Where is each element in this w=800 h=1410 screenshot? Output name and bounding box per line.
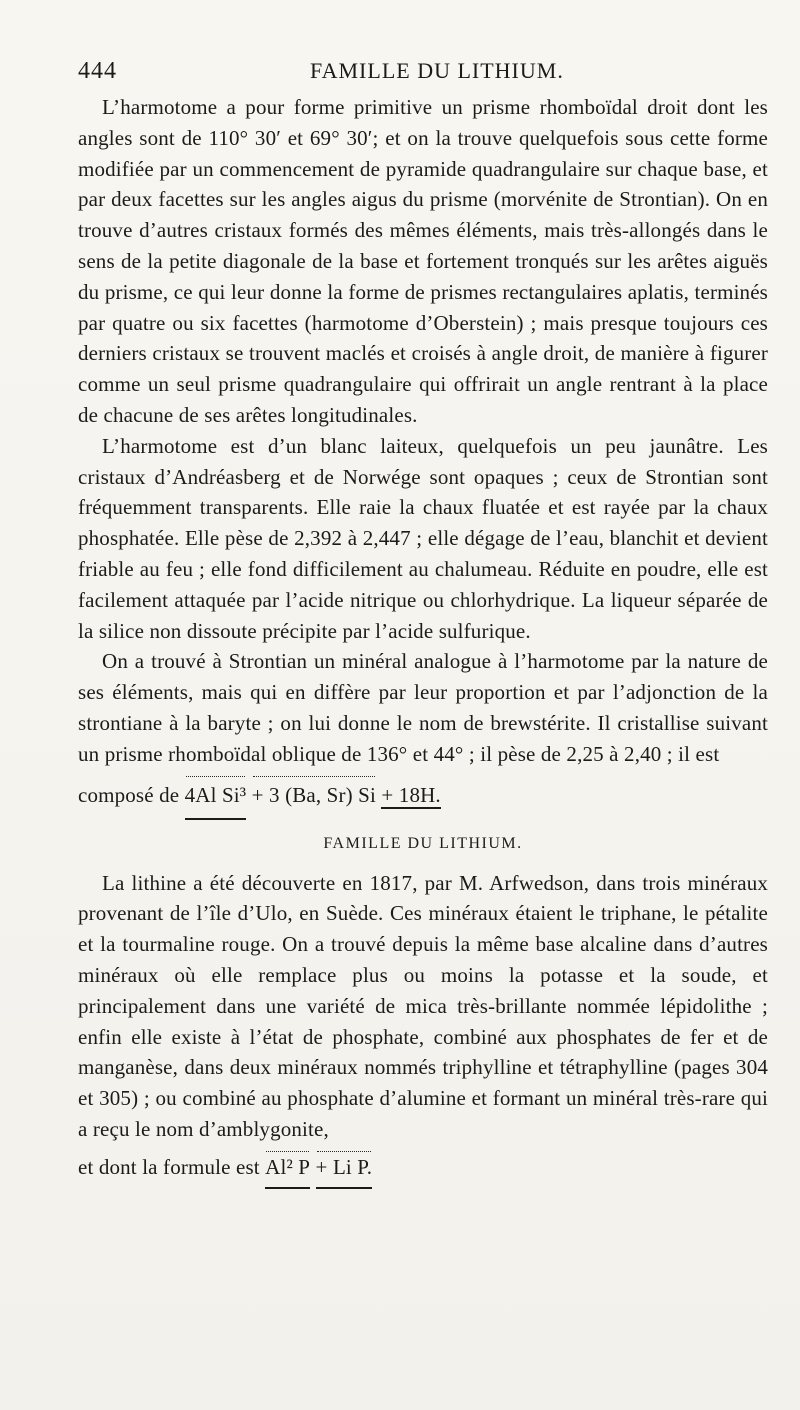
page-header <box>78 58 778 88</box>
running-title: FAMILLE DU LITHIUM. <box>310 58 564 83</box>
formula-term-baryta-strontia: + 3 (Ba, Sr) Si <box>252 772 376 818</box>
lithium-section <box>78 868 768 1189</box>
formula-line-amblygonite <box>78 1147 768 1189</box>
paragraph-lithium: La lithine a été découverte en 1817, par M. Arfwedson, dans trois minéraux provenant de l’île d’Ulo, en Suède. Ces minéraux étaient le triphane, le pétalite et la tourmaline rouge. On a trouvé depuis la même base alcaline dans d’autres minéraux où elle remplace plus ou moins la potasse et la soude, et principalement dans une variété de mica très-brillante nommée lépidolithe ; enfin elle existe à l’état de phosphate, combiné aux phosphates de fer et de manganèse, dans deux minéraux nommés triphylline et tétraphylline (pages 304 et 305) ; ou combiné au phosphate d’alumine et formant un minéral très-rare qui a reçu le nom d’amblygonite, <box>78 870 768 1141</box>
formula-2-term-lithia-phosphate: + Li P. <box>316 1147 373 1189</box>
formula-2-prefix: et dont la formule est <box>78 1154 266 1179</box>
formula-2-term-alumina-phosphate: Al² P <box>265 1147 310 1189</box>
paragraph-harmotome-properties: L’harmotome est d’un blanc laiteux, quelquefois un peu jaunâtre. Les cristaux d’Andréasberg et de Norwége sont opaques ; ceux de Strontian sont fréquemment transparents. Elle raie la chaux fluatée et est rayée par la chaux phosphatée. Elle pèse de 2,392 à 2,447 ; elle dégage de l’eau, blanchit et devient friable au feu ; elle fond difficilement au chalumeau. Réduite en poudre, elle est facilement attaquée par l’acide nitrique ou chlorhydrique. La liqueur séparée de la silice non dissoute précipite par l’acide sulfurique. <box>78 433 768 643</box>
formula-prefix: composé de <box>78 782 185 807</box>
formula-term-water: + 18H. <box>381 782 441 807</box>
section-title-lithium: FAMILLE DU LITHIUM. <box>323 834 523 852</box>
paragraph-brewsterite: On a trouvé à Strontian un minéral analogue à l’harmotome par la nature de ses éléments, mais qui en diffère par leur proportion et par l’adjonction de la strontiane à la baryte ; on lui donne le nom de brewstérite. Il cristallise suivant un prisme rhomboïdal oblique de 136° et 44° ; il pèse de 2,25 à 2,40 ; il est <box>78 649 768 766</box>
formula-line-brewsterite <box>78 772 768 818</box>
page-number: 444 <box>78 58 117 84</box>
paragraph-harmotome-form: L’harmotome a pour forme primitive un prisme rhomboïdal droit dont les angles sont de 110° 30′ et 69° 30′; et on la trouve quelquefois sous cette forme modifiée par un commencement de pyramide quadrangulaire sur chaque base, et par deux facettes sur les angles aigus du prisme (morvénite de Strontian). On en trouve d’autres cristaux formés des mêmes éléments, mais très-allongés dans le sens de la petite diagonale de la base et fortement tronqués sur les arêtes aiguës du prisme, ce qui leur donne la forme de prismes rectangulaires aplatis, terminés par quatre ou six facettes (harmotome d’Oberstein) ; mais presque toujours ces derniers cristaux se trouvent maclés et croisés à angle droit, de manière à figurer comme un seul prisme quadrangulaire qui offrirait un angle rentrant à la place de chacune de ses arêtes longitudinales. <box>78 95 768 427</box>
formula-term-alumina-silica: 4Al Si³ <box>185 772 247 820</box>
document-body <box>78 92 768 1189</box>
